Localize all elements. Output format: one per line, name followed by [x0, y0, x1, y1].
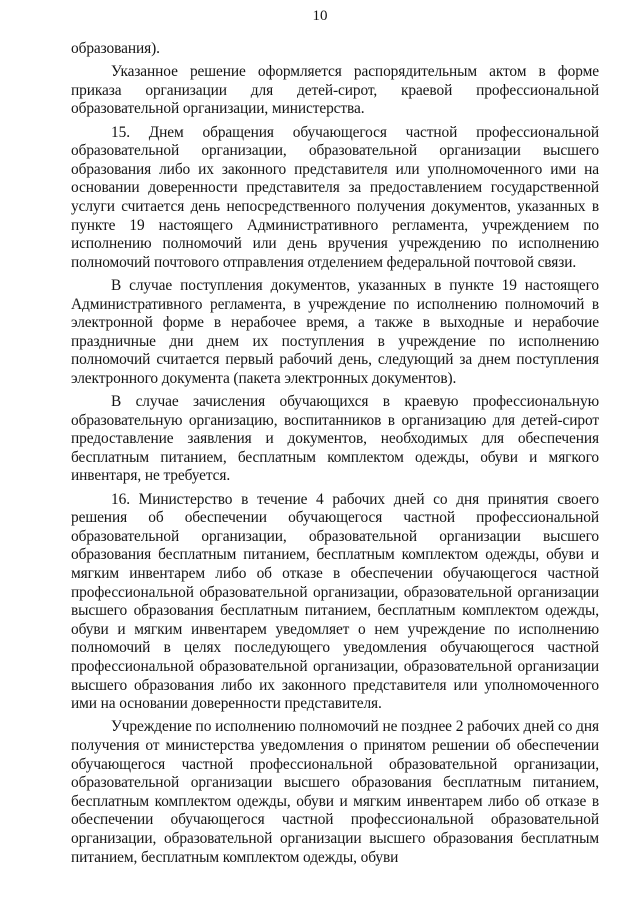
paragraph-decision-form: Указанное решение оформляется распорядительным актом в форме приказа организации для детей-сирот, краевой профессиональной образовательной организации, министерства.	[71, 63, 599, 118]
document-body	[71, 40, 599, 872]
page-number: 10	[312, 8, 328, 24]
paragraph-continuation: образования).	[71, 40, 160, 57]
paragraph-enrollment: В случае зачисления обучающихся в краевую профессиональную образовательную организацию, воспитанников в организацию для детей-сирот предоставление заявления и документов, необходимых для обеспечения бесплатным питанием, бесплатным комплектом одежды, обуви и мягкого инвентаря, не требуется.	[71, 393, 599, 485]
paragraph-item-16: 16. Министерство в течение 4 рабочих дней со дня принятия своего решения об обеспечении обучающегося частной профессиональной образовательной организации, образовательной организации высшего образования бесплатным питанием, бесплатным комплектом одежды, обуви и мягким инвентарем либо об отказе в обеспечении обучающегося частной профессиональной образовательной организации, образовательной организации высшего образования бесплатным питанием, бесплатным комплектом одежды, обуви и мягким инвентарем уведомляет о нем учреждение по исполнению полномочий в целях последующего уведомления обучающегося частной профессиональной образовательной организации, образовательной организации высшего образования либо их законного представителя или уполномоченного ими на основании доверенности представителя.	[71, 490, 599, 713]
paragraph-electronic-submission: В случае поступления документов, указанных в пункте 19 настоящего Административного регламента, в учреждение по исполнению полномочий в электронной форме в нерабочее время, а также в выходные и нерабочие праздничные дни днем их поступления в учреждение по исполнению полномочий считается первый рабочий день, следующий за днем поступления электронного документа (пакета электронных документов).	[71, 276, 599, 387]
paragraph-notification: Учреждение по исполнению полномочий не позднее 2 рабочих дней со дня получения от министерства уведомления о принятом решении об обеспечении обучающегося частной профессиональной образовательной организации, образовательной организации высшего образования бесплатным питанием, бесплатным комплектом одежды, обуви и мягким инвентарем либо об отказе в обеспечении обучающегося частной профессиональной образовательной организации, образовательной организации высшего образования бесплатным питанием, бесплатным комплектом одежды, обуви	[71, 718, 599, 866]
paragraph-item-15: 15. Днем обращения обучающегося частной профессиональной образовательной организации, образовательной организации высшего образования либо их законного представителя или уполномоченного ими на основании доверенности представителя за предоставлением государственной услуги считается день непосредственного получения документов, указанных в пункте 19 настоящего Административного регламента, учреждением по исполнению полномочий или день вручения учреждению по исполнению полномочий почтового отправления отделением федеральной почтовой связи.	[71, 123, 599, 271]
